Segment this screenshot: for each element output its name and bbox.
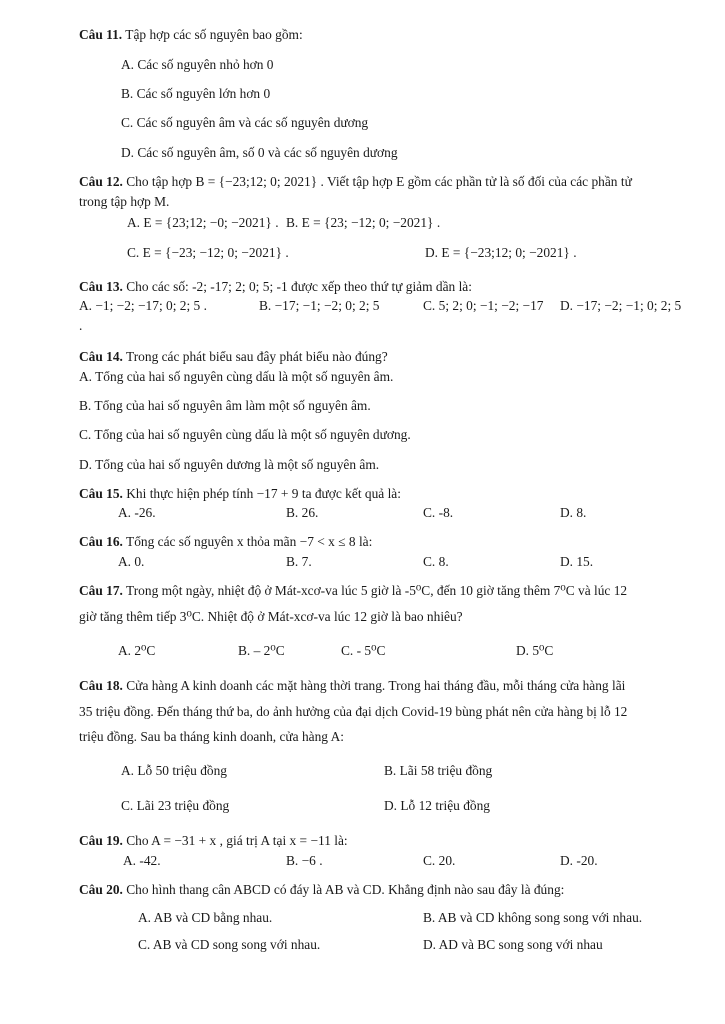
question-label: Câu 18. (79, 678, 123, 693)
question-19-option-d: D. -20. (560, 853, 598, 868)
question-14-stem: Câu 14. Trong các phát biểu sau đây phát biểu nào đúng? (79, 349, 388, 364)
question-19-option-c: C. 20. (423, 853, 456, 868)
question-20-option-a: A. AB và CD bằng nhau. (138, 910, 273, 925)
question-15-option-c: C. -8. (423, 505, 454, 520)
question-13-option-a: A. −1; −2; −17; 0; 2; 5 . (79, 298, 207, 313)
question-14-option-a: A. Tổng của hai số nguyên cùng dấu là một số nguyên âm. (79, 369, 394, 384)
question-12-stem-cont: trong tập hợp M. (79, 194, 170, 209)
question-13-option-c: C. 5; 2; 0; −1; −2; −17 (423, 298, 544, 313)
question-17-option-c: C. - 5⁰C (341, 643, 386, 658)
question-15-option-b: B. 26. (286, 505, 319, 520)
question-16-stem: Câu 16. Tổng các số nguyên x thỏa mãn −7 < x ≤ 8 là: (79, 534, 373, 549)
question-18-option-a: A. Lỗ 50 triệu đồng (121, 763, 227, 778)
question-17-stem: Câu 17. Trong một ngày, nhiệt độ ở Mát-xcơ-va lúc 5 giờ là -5⁰C, đến 10 giờ tăng thêm 7⁰C và lúc 12 (79, 583, 628, 598)
question-16-option-d: D. 15. (560, 554, 594, 569)
question-11-option-b: B. Các số nguyên lớn hơn 0 (121, 86, 271, 101)
question-11-option-a: A. Các số nguyên nhỏ hơn 0 (121, 57, 274, 72)
question-17-option-a: A. 2⁰C (118, 643, 156, 658)
question-18-option-d: D. Lỗ 12 triệu đồng (384, 798, 490, 813)
question-label: Câu 19. (79, 833, 123, 848)
question-13-trailing: . (79, 318, 83, 333)
question-12-stem: Câu 12. Cho tập hợp B = {−23;12; 0; 2021} . Viết tập hợp E gồm các phần tử là số đối của các phần tử (79, 174, 632, 189)
question-15-option-a: A. -26. (118, 505, 156, 520)
question-16-option-c: C. 8. (423, 554, 449, 569)
question-12-option-a: A. E = {23;12; −0; −2021} . (127, 215, 279, 230)
question-20-option-c: C. AB và CD song song với nhau. (138, 937, 321, 952)
question-13-option-d: D. −17; −2; −1; 0; 2; 5 (560, 298, 682, 313)
question-14-option-b: B. Tổng của hai số nguyên âm làm một số nguyên âm. (79, 398, 371, 413)
question-14-option-d: D. Tổng của hai số nguyên dương là một số nguyên âm. (79, 457, 380, 472)
question-16-option-a: A. 0. (118, 554, 145, 569)
question-label: Câu 13. (79, 279, 123, 294)
question-16-option-b: B. 7. (286, 554, 312, 569)
question-label: Câu 16. (79, 534, 123, 549)
question-12-option-d: D. E = {−23;12; 0; −2021} . (425, 245, 577, 260)
question-19-option-a: A. -42. (123, 853, 161, 868)
question-19-stem: Câu 19. Cho A = −31 + x , giá trị A tại x = −11 là: (79, 833, 348, 848)
question-19-option-b: B. −6 . (286, 853, 323, 868)
question-13-option-b: B. −17; −1; −2; 0; 2; 5 (259, 298, 380, 313)
question-15-option-d: D. 8. (560, 505, 587, 520)
question-18-option-c: C. Lãi 23 triệu đồng (121, 798, 230, 813)
question-label: Câu 20. (79, 882, 123, 897)
question-15-stem: Câu 15. Khi thực hiện phép tính −17 + 9 ta được kết quả là: (79, 486, 401, 501)
question-20-option-b: B. AB và CD không song song với nhau. (423, 910, 643, 925)
question-18-stem: Câu 18. Cửa hàng A kinh doanh các mặt hàng thời trang. Trong hai tháng đầu, mỗi tháng cửa hàng lãi (79, 678, 626, 693)
question-12-option-b: B. E = {23; −12; 0; −2021} . (286, 215, 441, 230)
question-label: Câu 17. (79, 583, 123, 598)
question-17-option-b: B. – 2⁰C (238, 643, 285, 658)
question-17-stem-cont: giờ tăng thêm tiếp 3⁰C. Nhiệt độ ở Mát-xcơ-va lúc 12 giờ là bao nhiêu? (79, 609, 463, 624)
question-20-stem: Câu 20. Cho hình thang cân ABCD có đáy là AB và CD. Khẳng định nào sau đây là đúng: (79, 882, 565, 897)
question-14-option-c: C. Tổng của hai số nguyên cùng dấu là một số nguyên dương. (79, 427, 411, 442)
question-13-stem: Câu 13. Cho các số: -2; -17; 2; 0; 5; -1 được xếp theo thứ tự giảm dần là: (79, 279, 472, 294)
question-11-option-d: D. Các số nguyên âm, số 0 và các số nguyên dương (121, 145, 398, 160)
question-12-option-c: C. E = {−23; −12; 0; −2021} . (127, 245, 289, 260)
question-18-stem-cont-1: 35 triệu đồng. Đến tháng thứ ba, do ảnh hưởng của đại dịch Covid-19 bùng phát nên cửa hàng bị lỗ 12 (79, 704, 628, 719)
question-label: Câu 14. (79, 349, 123, 364)
question-label: Câu 15. (79, 486, 123, 501)
question-label: Câu 11. (79, 27, 123, 42)
question-18-stem-cont-2: triệu đồng. Sau ba tháng kinh doanh, cửa hàng A: (79, 729, 344, 744)
question-20-option-d: D. AD và BC song song với nhau (423, 937, 603, 952)
question-17-option-d: D. 5⁰C (516, 643, 554, 658)
question-18-option-b: B. Lãi 58 triệu đồng (384, 763, 493, 778)
question-11-option-c: C. Các số nguyên âm và các số nguyên dương (121, 115, 369, 130)
question-label: Câu 12. (79, 174, 123, 189)
question-11-stem: Câu 11. Tập hợp các số nguyên bao gồm: (79, 27, 303, 42)
